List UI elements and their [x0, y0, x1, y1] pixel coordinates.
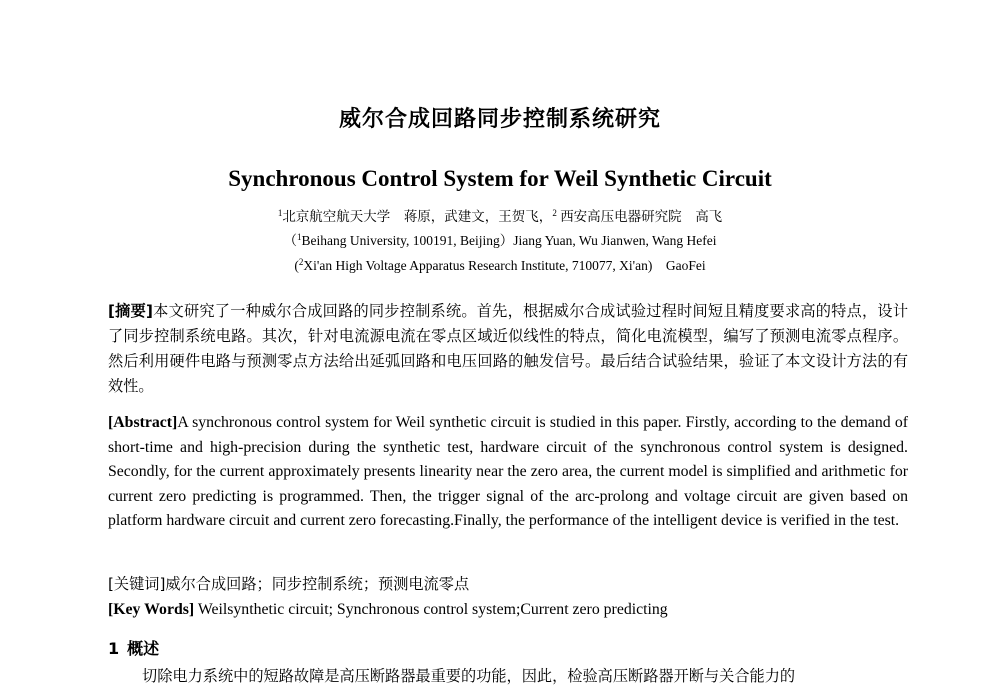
abstract-cn	[108, 299, 908, 399]
section-body-text: 切除电力系统中的短路故障是高压断路器最重要的功能，因此，检验高压断路器开断与关合能力的	[142, 667, 796, 685]
affiliation-en-2-text: Xi'an High Voltage Apparatus Research Institute, 710077, Xi'an) GaoFei	[303, 258, 706, 273]
affiliation-en-1	[0, 231, 1000, 251]
affiliation-en-1-open: （	[283, 233, 298, 248]
keywords-en-label: [Key Words]	[108, 601, 195, 618]
keywords-en	[108, 598, 908, 622]
affiliation-org-1: 北京航空航天大学	[282, 209, 391, 224]
affiliation-authors-2: 高飞	[695, 209, 723, 224]
affiliation-cn	[0, 207, 1000, 227]
affiliation-org-2: 西安高压电器研究院	[560, 209, 682, 224]
affiliation-authors-1: 蒋原，武建文，王贺飞，	[403, 209, 553, 224]
paper-title-en: Synchronous Control System for Weil Synthetic Circuit	[228, 166, 772, 191]
section-number: 1	[108, 639, 120, 658]
abstract-en	[108, 411, 908, 534]
keywords-cn-label: [关键词]	[108, 575, 166, 593]
paper-title-cn: 威尔合成回路同步控制系统研究	[338, 107, 661, 132]
affiliation-en-2-mark: 2	[298, 257, 304, 267]
abstract-en-text: A synchronous control system for Weil synthetic circuit is studied in this paper. Firstly, according to the demand of short-time and high-precision during the synthetic test, hardware circuit of the synchronous control system is designed. Secondly, for the current approximately presents linearity near the zero area, the current model is simplified and arithmetic for current zero predicting is programmed. Then, the trigger signal of the arc-prolong and voltage circuit are given based on platform hardware circuit and current zero forecasting.Finally, the performance of the intelligent device is verified in the test.	[108, 414, 908, 530]
affiliation-en-2-open: (	[294, 258, 299, 273]
keywords-cn	[108, 572, 908, 596]
keywords-en-text: Weilsynthetic circuit; Synchronous control system;Current zero predicting	[194, 601, 668, 618]
keywords-cn-text: 威尔合成回路；同步控制系统；预测电流零点	[165, 575, 470, 593]
affiliation-en-1-mark: 1	[297, 232, 302, 242]
abstract-en-label: [Abstract]	[108, 414, 178, 431]
section-body-paragraph	[108, 664, 908, 689]
affiliation-mark-1: 1	[277, 208, 283, 218]
affiliation-en-1-text: Beihang University, 100191, Beijing）Jiang Yuan, Wu Jianwen, Wang Hefei	[301, 233, 717, 248]
section-heading	[108, 636, 908, 662]
section-title: 概述	[127, 639, 160, 658]
affiliation-mark-2: 2	[552, 208, 557, 218]
abstract-cn-label: [摘要]	[108, 302, 153, 320]
abstract-cn-text: 本文研究了一种威尔合成回路的同步控制系统。首先，根据威尔合成试验过程时间短且精度要求高的特点，设计了同步控制系统电路。其次，针对电流源电流在零点区域近似线性的特点，简化电流模型，编写了预测电流零点程序。然后利用硬件电路与预测零点方法给出延弧回路和电压回路的触发信号。最后结合试验结果，验证了本文设计方法的有效性。	[108, 302, 909, 395]
affiliation-en-2	[0, 256, 1000, 276]
